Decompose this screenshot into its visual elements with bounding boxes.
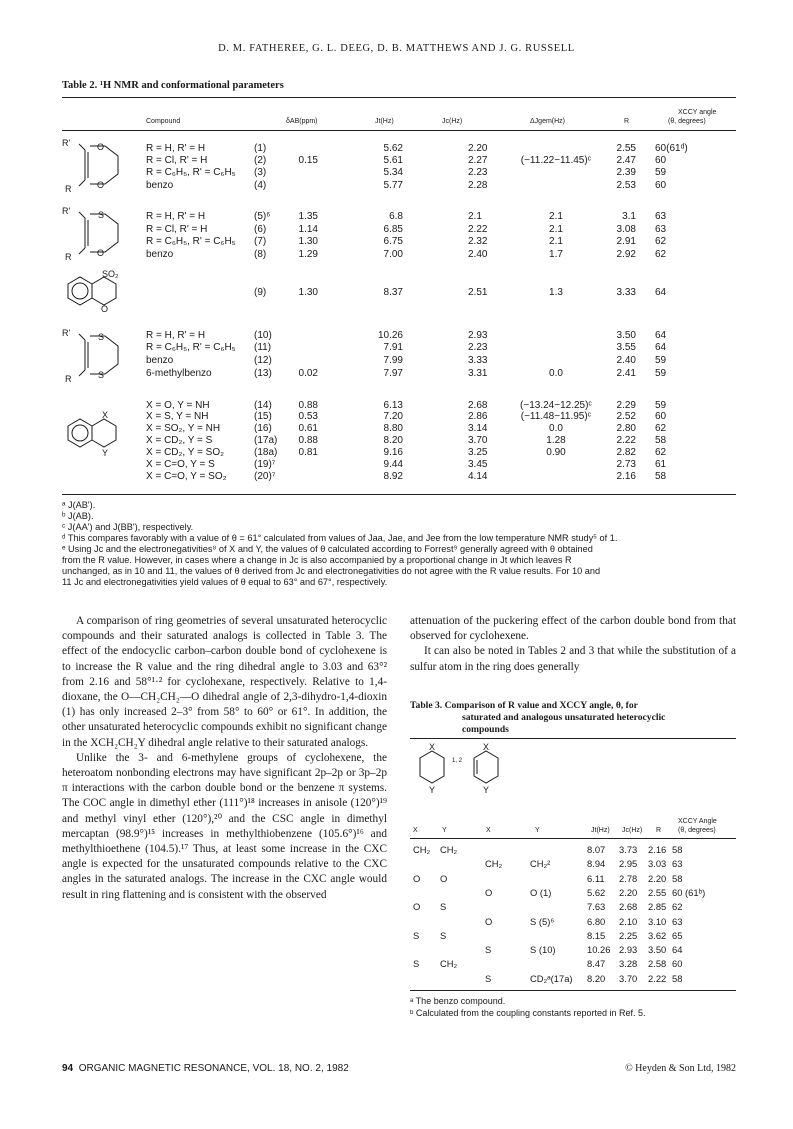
label-o: O [97,248,105,258]
table3-bottom-rule [410,990,736,991]
cell-jc: 2.78 [619,872,638,884]
cell-num: (16) [254,423,272,434]
cell-th: 64 [672,944,683,956]
cell-theta: 60 [655,180,667,191]
cell-dj: 1.28 [546,435,566,446]
cell-r: 2.16 [616,471,636,482]
cell-dab: 1.30 [298,287,318,298]
cell-r: 2.52 [616,411,636,422]
col-xccy-2: (θ, degrees) [668,118,706,125]
footnote: unchanged, as in 10 and 11, the values of θ derived from Jc and electronegativities do not agree with the R value results. For 10 and [62,566,601,576]
cell-r: 3.50 [616,330,636,341]
body-right-column [410,614,736,675]
label-r: R [65,184,72,194]
label-s: S [98,210,105,220]
col-r: R [624,118,630,125]
cell-theta: 59 [655,400,667,411]
cell-jt: 8.92 [383,471,403,482]
cell-dab: 0.81 [298,447,318,458]
cell-r: 2.82 [616,447,636,458]
cell-jc: 4.14 [468,471,488,482]
cell-jt: 5.61 [383,155,403,166]
cell-theta: 60(61ᵈ) [655,143,688,154]
cell-jt: 6.80 [587,915,606,927]
cell-theta: 61 [655,459,667,470]
table2-title: Table 2. ¹H NMR and conformational parameters [62,80,284,91]
cell-y: S [440,901,447,913]
cell-dab: 1.29 [298,249,318,260]
cell-r: 2.91 [616,236,636,247]
footnote: ᵉ Using Jc and the electronegativities⁸ of X and Y, the values of θ calculated according to Forrest⁹ generally agreed with θ obtained [62,544,593,554]
cell-name: benzo [146,249,174,260]
cell-x: O [413,901,421,913]
table3-title-2: saturated and analogous unsaturated heterocyclic [462,712,666,723]
cell-th: 60 (61ᵇ) [672,886,706,898]
cell-name: X = SO₂, Y = NH [146,423,221,434]
cell-r: 2.80 [616,423,636,434]
cell-jt: 8.07 [587,844,606,855]
cell-r: 3.33 [616,287,636,298]
cell-jt: 6.11 [587,872,605,884]
cell-th: 58 [672,844,683,855]
cell-jc: 2.23 [468,167,488,178]
cell-jt: 8.37 [383,287,403,298]
cell-th: 60 [672,958,683,970]
cell-jt: 7.97 [383,368,403,379]
label-o-top: O [97,142,105,152]
cell-num: (10) [254,330,272,341]
cell-dab: 0.61 [298,423,318,434]
cell-r: 2.40 [616,355,636,366]
cell-dj: (−13.24−12.25)ᶜ [520,400,592,411]
footnote: 11 Jc and electronegativities yield values of θ equal to 63° and 67°, respectively. [62,577,388,587]
col-jt: Jt(Hz) [591,827,610,834]
cell-name: R = Cl, R' = H [146,155,208,166]
cell-name: X = CD₂, Y = S [146,435,213,446]
cell-dj: 2.1 [549,211,563,222]
footnote: ᵈ This compares favorably with a value of θ = 61° calculated from values of Jaa, Jae, and Jee from the low temperature NMR study⁵ of 1. [62,533,618,543]
table3-top-rule [410,738,736,739]
cell-theta: 59 [655,167,667,178]
cell-jt: 8.15 [587,929,606,941]
col-angle-1: XCCY Angle [678,818,717,825]
table3-title-1: Table 3. Comparison of R value and XCCY angle, θ, for [410,700,638,711]
cell-theta: 62 [655,447,667,458]
cell-x: CH₂ [413,844,431,855]
cell-y2: CH₂² [530,858,551,870]
cell-dj: 0.0 [549,368,563,379]
cell-name: R = H, R' = H [146,143,206,154]
cell-jt: 7.99 [383,355,403,366]
cell-r: 2.29 [616,400,636,411]
table2-footnotes [62,500,736,588]
cell-num: (8) [254,249,267,260]
cell-r: 2.22 [616,435,636,446]
cell-name: 6-methylbenzo [146,368,212,379]
cell-name: X = C=O, Y = S [146,459,215,470]
cell-num: (11) [254,342,272,353]
cell-jc: 3.14 [468,423,488,434]
cell-jc: 2.93 [619,944,638,956]
cell-r: 3.50 [648,944,667,956]
table2-head-rule [62,130,736,131]
cell-y2: O (1) [530,886,552,898]
cell-name: R = Cl, R' = H [146,224,208,235]
cell-name: R = C₆H₅, R' = C₆H₅ [146,236,236,247]
cell-num: (17a) [254,435,278,446]
cell-jc: 2.93 [468,330,488,341]
footer-journal [62,1063,349,1074]
cell-th: 63 [672,915,683,927]
cell-jc: 3.70 [619,972,638,984]
cell-theta: 60 [655,155,667,166]
cell-dab: 0.53 [298,411,318,422]
cell-jc: 2.28 [468,180,488,191]
cell-jt: 7.20 [383,411,403,422]
cell-th: 65 [672,929,683,941]
cell-x2: S [485,972,492,984]
cell-theta: 62 [655,423,667,434]
cell-y2: S (10) [530,944,556,956]
cell-r: 2.85 [648,901,667,913]
cell-r: 2.73 [616,459,636,470]
cell-num: (14) [254,400,272,411]
cell-theta: 64 [655,342,667,353]
cell-dab: 0.88 [298,400,318,411]
col-dab: δAB(ppm) [286,118,318,125]
cell-r: 3.08 [616,224,636,235]
table3-structures [410,742,530,802]
col-xccy-1: XCCY angle [678,109,717,116]
cell-r: 3.55 [616,342,636,353]
cell-dab: 1.14 [298,224,318,235]
cell-jc: 2.86 [468,411,488,422]
cell-num: (9) [254,287,267,298]
cell-r: 2.47 [616,155,636,166]
body-left-column [62,614,387,903]
cell-jt: 7.63 [587,901,606,913]
cell-jc: 3.73 [619,844,638,855]
col-djgem: ΔJgem(Hz) [530,118,566,125]
cell-jc: 2.32 [468,236,488,247]
cell-dj: 0.90 [546,447,566,458]
col-jt: Jt(Hz) [375,118,394,125]
cell-r: 3.03 [648,858,667,870]
running-header: D. M. FATHEREE, G. L. DEEG, D. B. MATTHEWS AND J. G. RUSSELL [218,43,575,54]
cell-jt: 5.62 [383,143,403,154]
paragraph: A comparison of ring geometries of several unsaturated heterocyclic compounds and their saturated analogs is collected in Table 3. The effect of the endocyclic carbon–carbon double bond of cyclohexene is to increase the R value and the ring dihedral angle to 3.03 and 63°² from 2.16 and 58°¹·² for cyclohexane, respectively. Relative to 1,4-dioxane, the O—CH₂CH₂—O dihedral angle of 2,3-dihydro-1,4-dioxin (1) has only increased 2–3° from 58° to 60° or 61°. In addition, the other unsaturated heterocyclic compounds exhibit no significant change in the XCH₂CH₂Y dihedral angle relative to their saturated analogs. [62,615,387,749]
footnote: ᵃ J(AB'). [62,500,96,510]
cell-num: (19)⁷ [254,459,276,470]
cell-jt: 5.34 [383,167,403,178]
cell-dj: 1.7 [549,249,563,260]
cell-name: X = S, Y = NH [146,411,209,422]
cell-name: R = H, R' = H [146,330,206,341]
cell-jt: 5.77 [383,180,403,191]
cell-name: R = C₆H₅, R' = C₆H₅ [146,342,236,353]
col-jc: Jc(Hz) [622,827,643,834]
cell-jt: 10.26 [377,330,403,341]
cell-x: S [413,929,420,941]
table3-head-rule [410,838,736,839]
cell-jt: 10.26 [587,944,611,956]
label-s-bottom: S [98,370,105,380]
cell-name: X = CD₂, Y = SO₂ [146,447,224,458]
cell-jt: 9.44 [383,459,403,470]
cell-jt: 6.85 [383,224,403,235]
label-o-bottom: O [97,180,105,190]
cell-name: benzo [146,355,174,366]
cell-th: 58 [672,872,683,884]
cell-jc: 3.31 [468,368,488,379]
cell-theta: 58 [655,471,667,482]
cell-jc: 3.45 [468,459,488,470]
cell-jc: 2.1 [468,211,482,222]
cell-jt: 5.62 [587,886,606,898]
cell-x: O [413,872,421,884]
cell-y: CH₂ [440,958,458,970]
cell-jc: 3.70 [468,435,488,446]
cell-dj: (−11.22−11.45)ᶜ [520,155,592,166]
cell-jc: 2.27 [468,155,488,166]
cell-jc: 2.40 [468,249,488,260]
cell-name: X = C=O, Y = SO₂ [146,471,227,482]
label-s-top: S [98,332,105,342]
cell-jt: 6.13 [383,400,403,411]
paragraph: It can also be noted in Tables 2 and 3 that while the substitution of a sulfur atom in the ring does generally [410,645,736,673]
cell-y2: CD₂ᵃ(17a) [530,972,573,984]
cell-theta: 63 [655,211,667,222]
cell-name: R = H, R' = H [146,211,206,222]
footnote: ᵇ J(AB). [62,511,94,521]
cell-y: CH₂ [440,844,458,855]
cell-r: 2.41 [616,368,636,379]
cell-jc: 3.28 [619,958,638,970]
cell-num: (18a) [254,447,278,458]
cell-x2: CH₂ [485,858,503,870]
cell-jc: 3.25 [468,447,488,458]
footer-copyright: © Heyden & Son Ltd, 1982 [625,1063,736,1074]
cell-r: 3.1 [622,211,636,222]
cell-num: (6) [254,224,267,235]
cell-r: 3.10 [648,915,667,927]
cell-num: (12) [254,355,272,366]
cell-name: benzo [146,180,174,191]
cell-jt: 8.80 [383,423,403,434]
col-y: Y [442,827,447,834]
cell-th: 58 [672,972,683,984]
cell-jc: 2.20 [468,143,488,154]
cell-y: O [440,872,448,884]
table2-top-rule [62,97,736,98]
col-x: X [413,827,418,834]
cell-jc: 2.68 [468,400,488,411]
cell-num: (4) [254,180,267,191]
footnote: ᵇ Calculated from the coupling constants reported in Ref. 5. [410,1007,646,1018]
cell-y: S [440,929,447,941]
page-number: 94 [62,1063,74,1074]
cell-jt: 6.8 [389,211,403,222]
label-y: Y [102,448,109,458]
cell-dab: 0.15 [298,155,318,166]
cell-theta: 58 [655,435,667,446]
cell-name: R = C₆H₅, R' = C₆H₅ [146,167,236,178]
cell-dj: 2.1 [549,224,563,235]
footnote: from the R value. However, in cases where a change in Jc is also accompanied by a proportional change in Jt which leaves R [62,555,572,565]
label-x: X [102,410,109,420]
label-y: Y [429,785,436,795]
cell-num: (13) [254,368,272,379]
cell-y2: S (5)⁶ [530,915,555,927]
cell-num: (15) [254,411,272,422]
cell-jc: 2.22 [468,224,488,235]
cell-x2: O [485,915,493,927]
cell-dj: 2.1 [549,236,563,247]
cell-jc: 2.20 [619,886,638,898]
label-so2: SO₂ [102,269,119,279]
cell-r: 2.16 [648,844,667,855]
footnote: ᶜ J(AA') and J(BB'), respectively. [62,522,194,532]
paragraph: Unlike the 3- and 6-methylene groups of cyclohexene, the heteroatom nonbonding electrons may have significant 2p–2p or 3p–2p π interactions with the carbon double bond or the benzene π systems. The COC angle in dimethyl ether (111°)¹⁸ increases in anisole (120°)¹⁹ and methyl vinyl ether (120°),²⁰ and the CSC angle in dimethyl mercaptan (98.9°)¹⁵ increases in methylthiobenzene (105.6°)¹⁶ and methylthioethene (104.5).¹⁷ Thus, at least some increase in the CXC angle is expected for the unsaturated compounds relative to the CXC angles in the saturated analogs. The increase in the CXC angle would result in ring flattening and is consistent with the observed [62,751,387,901]
cell-r: 2.39 [616,167,636,178]
journal-name: ORGANIC MAGNETIC RESONANCE, VOL. 18, NO. 2, 1982 [78,1063,349,1074]
cell-jc: 2.25 [619,929,638,941]
col-r: R [656,827,662,834]
label-x: X [429,742,436,752]
cell-jc: 2.51 [468,287,488,298]
cell-jt: 8.94 [587,858,606,870]
cell-theta: 59 [655,368,667,379]
cell-dj: 1.3 [549,287,563,298]
cell-theta: 64 [655,287,667,298]
cell-r: 2.55 [616,143,636,154]
cell-jt: 8.20 [383,435,403,446]
cell-theta: 60 [655,411,667,422]
cell-jc: 3.33 [468,355,488,366]
label-r: R [65,374,72,384]
cell-th: 63 [672,858,683,870]
label-r-prime: R' [62,206,71,216]
cell-jc: 2.10 [619,915,638,927]
cell-dab: 0.02 [298,368,318,379]
cell-theta: 62 [655,236,667,247]
cell-x2: S [485,944,492,956]
cell-num: (7) [254,236,267,247]
label-y: Y [483,785,490,795]
cell-dj: 0.0 [549,423,563,434]
label-1-2: 1, 2 [452,758,463,764]
cell-num: (20)⁷ [254,471,276,482]
cell-dab: 0.88 [298,435,318,446]
structure-dithiin [62,326,142,386]
cell-r: 2.22 [648,972,667,984]
cell-r: 2.92 [616,249,636,260]
cell-r: 2.53 [616,180,636,191]
cell-r: 2.58 [648,958,667,970]
paragraph: attenuation of the puckering effect of the carbon double bond from that observed for cyclohexene. [410,615,736,643]
structure-benzoxathiin-dioxide [62,270,142,320]
cell-r: 3.62 [648,929,667,941]
cell-name: X = O, Y = NH [146,400,210,411]
label-r-prime: R' [62,328,71,338]
cell-jt: 8.20 [587,972,606,984]
label-x: X [483,742,490,752]
label-o: O [101,304,109,314]
col-jc: Jc(Hz) [442,118,463,125]
cell-jc: 2.68 [619,901,638,913]
cell-num: (5)⁶ [254,211,271,222]
col-compound: Compound [146,118,181,125]
cell-jt: 7.91 [383,342,403,353]
cell-dab: 1.35 [298,211,318,222]
col-x2: X [486,827,491,834]
cell-jt: 6.75 [383,236,403,247]
table2-bottom-rule [62,494,736,495]
footnote: ᵃ The benzo compound. [410,996,506,1006]
cell-r: 2.55 [648,886,667,898]
cell-dab: 1.30 [298,236,318,247]
label-r: R [65,252,72,262]
cell-num: (2) [254,155,267,166]
cell-r: 2.20 [648,872,667,884]
col-y2: Y [535,827,540,834]
cell-jt: 7.00 [383,249,403,260]
cell-theta: 62 [655,249,667,260]
table3-title-3: compounds [462,724,509,735]
cell-x: S [413,958,420,970]
cell-jt: 9.16 [383,447,403,458]
cell-num: (1) [254,143,267,154]
structure-benzo-xy [62,406,142,466]
structure-dioxin [62,136,142,196]
cell-jc: 2.95 [619,858,638,870]
cell-x2: O [485,886,493,898]
cell-theta: 64 [655,330,667,341]
structure-oxathiin [62,204,142,264]
cell-jt: 8.47 [587,958,606,970]
label-r-prime: R' [62,138,71,148]
cell-theta: 63 [655,224,667,235]
cell-jc: 2.23 [468,342,488,353]
table3-footnotes [410,996,736,1019]
cell-dj: (−11.48−11.95)ᶜ [520,411,592,422]
cell-th: 62 [672,901,683,913]
col-angle-2: (θ, degrees) [678,827,716,834]
cell-theta: 59 [655,355,667,366]
cell-num: (3) [254,167,267,178]
